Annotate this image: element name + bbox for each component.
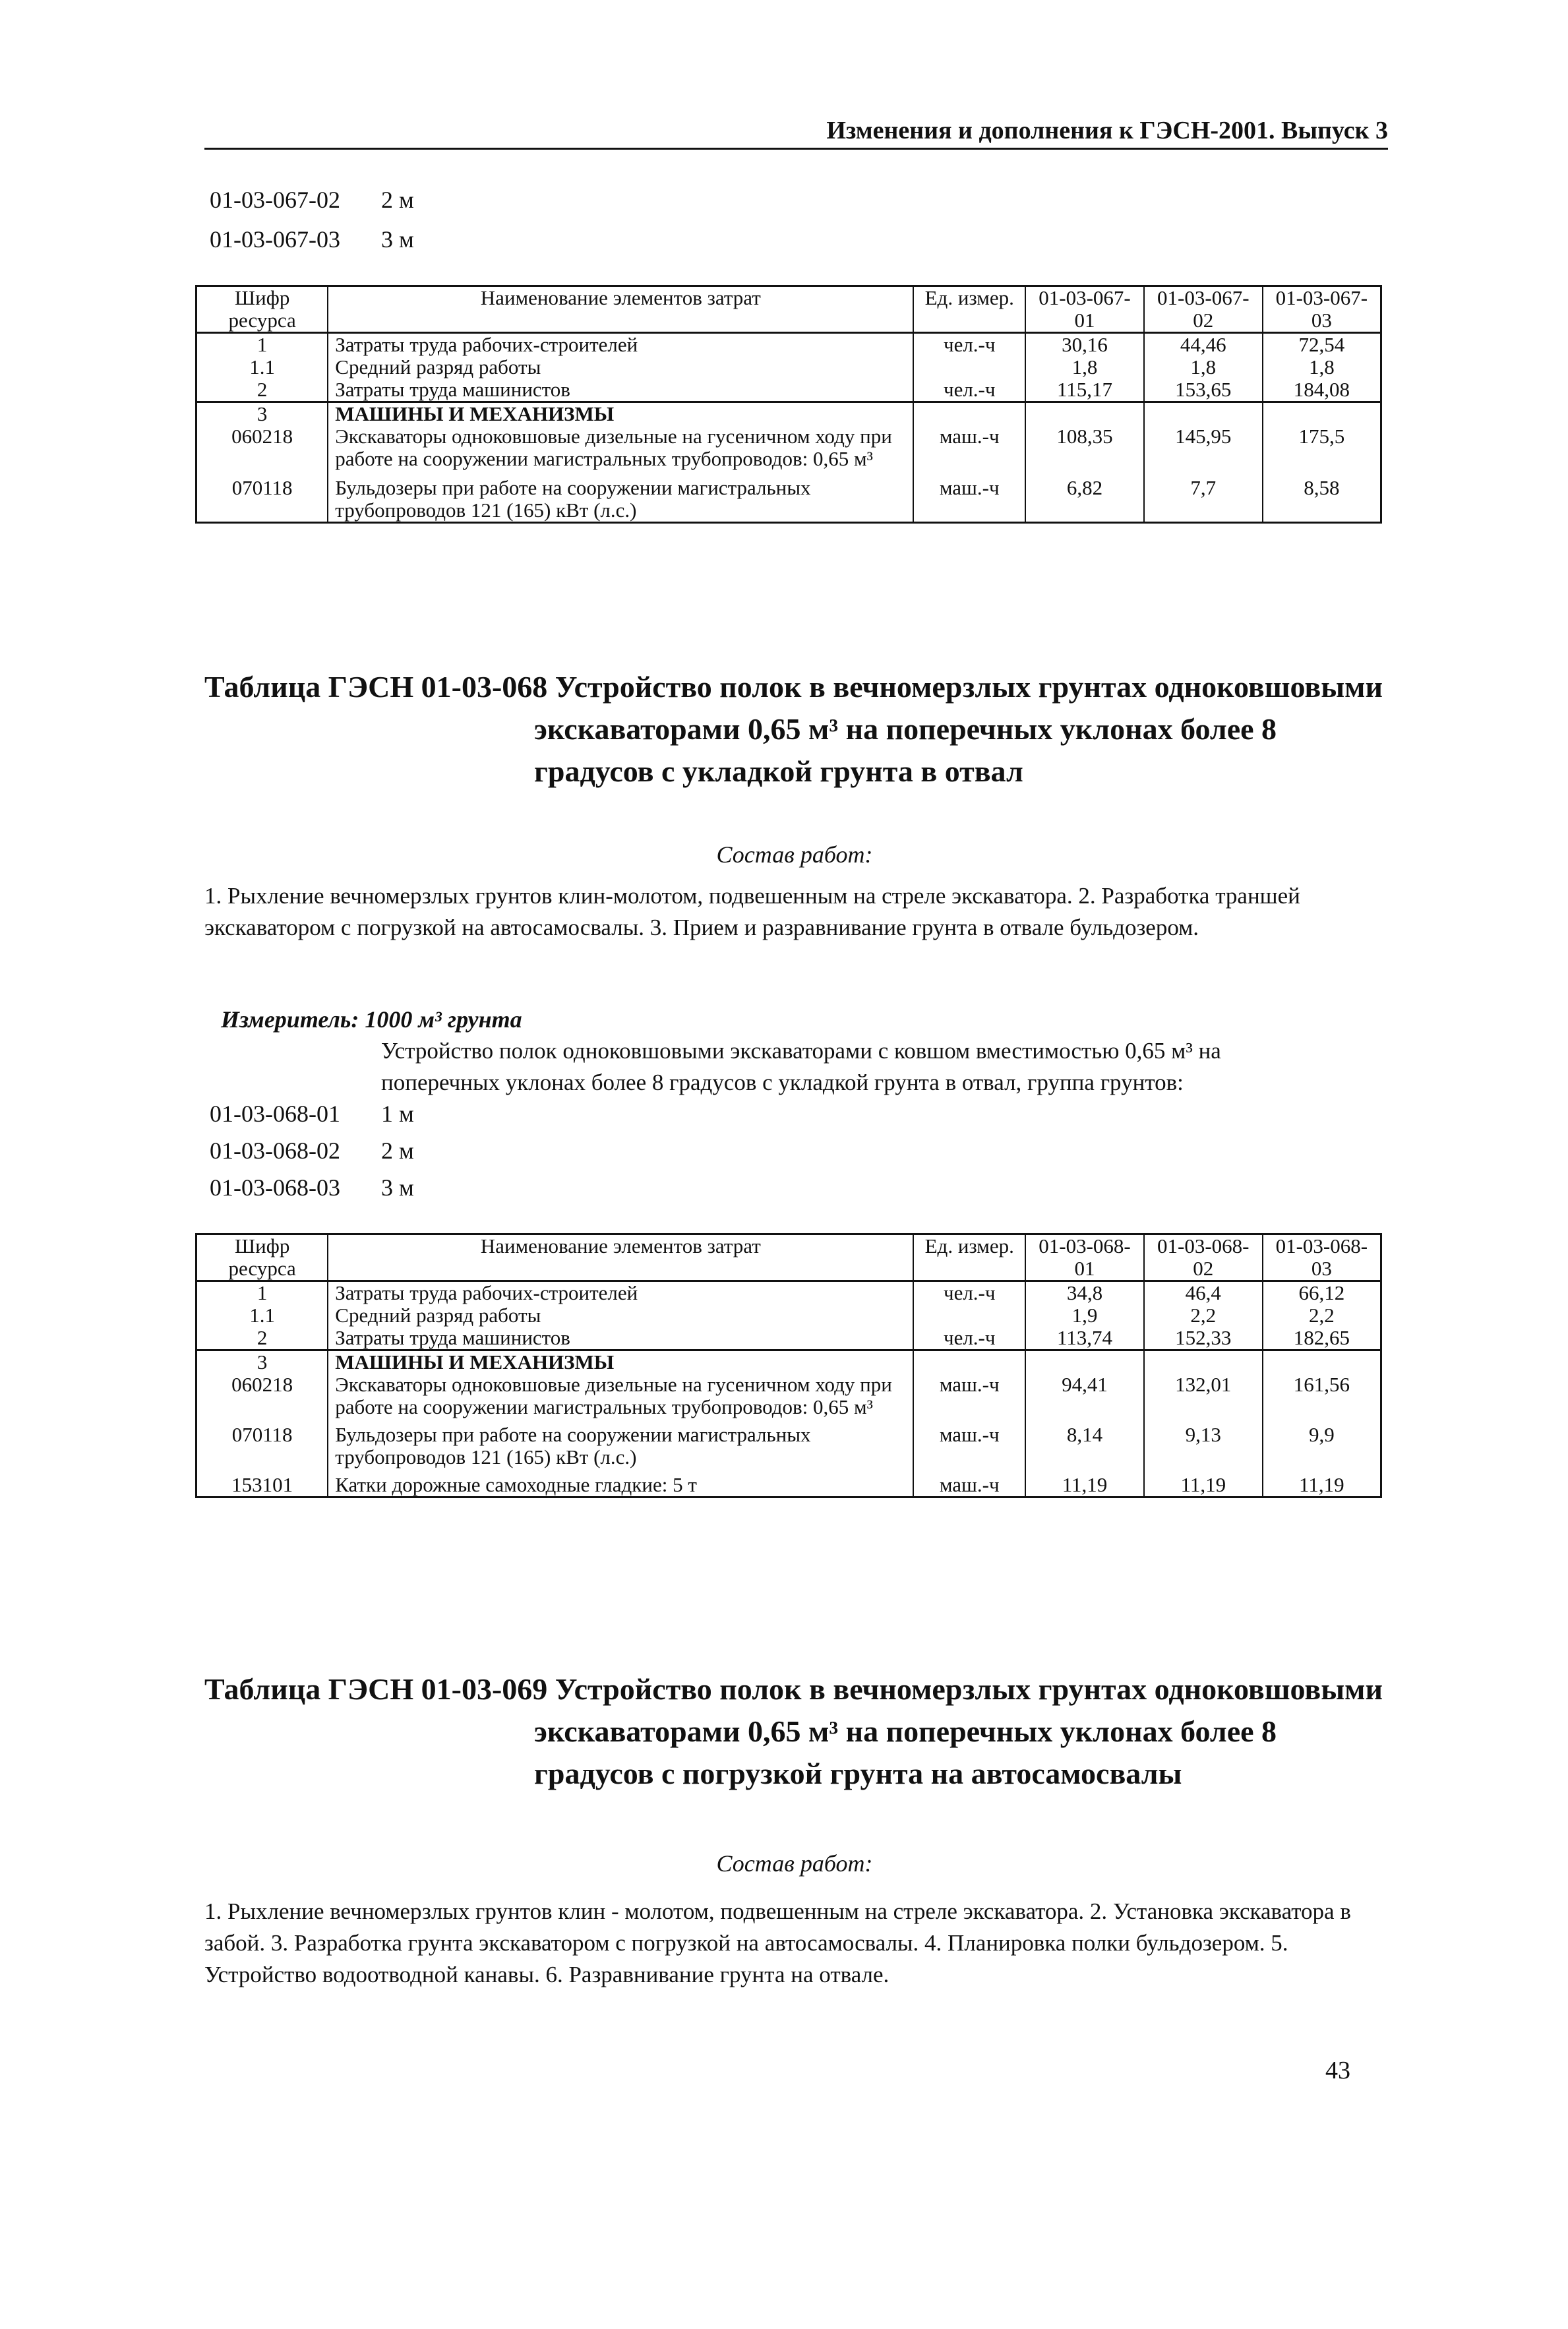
resource-code: 153101 (196, 1468, 328, 1497)
value-2 (1144, 1350, 1263, 1374)
col-header-v2: 01-03-067-02 (1144, 286, 1263, 333)
value-1: 11,19 (1025, 1468, 1144, 1497)
value-3: 182,65 (1263, 1327, 1381, 1350)
variant-row (210, 1100, 414, 1128)
value-3: 184,08 (1263, 378, 1381, 402)
table-row (196, 333, 1381, 357)
col-header-name: Наименование элементов затрат (328, 1234, 913, 1281)
value-1: 34,8 (1025, 1281, 1144, 1305)
value-2: 11,19 (1144, 1468, 1263, 1497)
resource-unit (913, 1304, 1025, 1327)
table-header-row (196, 286, 1381, 333)
resource-unit: маш.-ч (913, 425, 1025, 470)
resource-table-067 (195, 285, 1382, 524)
resource-code: 2 (196, 1327, 328, 1350)
table-row (196, 470, 1381, 523)
value-1: 6,82 (1025, 470, 1144, 523)
variant-code: 01-03-068-03 (210, 1174, 340, 1201)
value-3: 8,58 (1263, 470, 1381, 523)
resource-code: 070118 (196, 470, 328, 523)
resource-name: Бульдозеры при работе на сооружении магистральных трубопроводов 121 (165) кВт (л.с.) (328, 470, 913, 523)
resource-name: Затраты труда рабочих-строителей (328, 1281, 913, 1305)
value-2 (1144, 402, 1263, 426)
col-header-code: Шифр ресурса (196, 286, 328, 333)
title-line: градусов с укладкой грунта в отвал (534, 754, 1023, 788)
title-line: экскаваторами 0,65 м³ на поперечных уклонах более 8 (534, 1714, 1277, 1748)
value-3: 72,54 (1263, 333, 1381, 357)
table-row (196, 1304, 1381, 1327)
value-3: 66,12 (1263, 1281, 1381, 1305)
measure-label: Измеритель: (221, 1006, 359, 1033)
col-header-code: Шифр ресурса (196, 1234, 328, 1281)
section-heading: МАШИНЫ И МЕХАНИЗМЫ (328, 402, 913, 426)
table-row (196, 1468, 1381, 1497)
variant-row (210, 186, 414, 214)
resource-unit (913, 356, 1025, 378)
variant-list-068 (210, 1100, 414, 1201)
value-2: 153,65 (1144, 378, 1263, 402)
title-line: градусов с погрузкой грунта на автосамосвалы (534, 1757, 1182, 1790)
value-1: 113,74 (1025, 1327, 1144, 1350)
variant-row (210, 226, 414, 253)
value-2: 9,13 (1144, 1418, 1263, 1468)
table-row (196, 378, 1381, 402)
resource-unit: чел.-ч (913, 1327, 1025, 1350)
resource-code: 1.1 (196, 356, 328, 378)
measure-line (221, 1006, 522, 1033)
value-2: 7,7 (1144, 470, 1263, 523)
group-description: Устройство полок одноковшовыми экскаваторами с ковшом вместимостью 0,65 м³ на поперечных уклонах более 8 градусов с укладкой грунта в отвал, группа грунтов: (381, 1038, 1221, 1095)
table-row (196, 1327, 1381, 1350)
value-3: 11,19 (1263, 1468, 1381, 1497)
value-1: 94,41 (1025, 1374, 1144, 1418)
table-069-title (204, 1668, 1385, 1795)
resource-code: 2 (196, 378, 328, 402)
value-1: 115,17 (1025, 378, 1144, 402)
resource-unit: чел.-ч (913, 1281, 1025, 1305)
works-description: 1. Рыхление вечномерзлых грунтов клин-молотом, подвешенным на стреле экскаватора. 2. Разработка траншей экскаватором с погрузкой на автосамосвалы. 3. Прием и разравнивание грунта в отвале бульдозером. (204, 883, 1300, 940)
resource-unit: маш.-ч (913, 470, 1025, 523)
resource-name: Затраты труда машинистов (328, 378, 913, 402)
resource-name: Бульдозеры при работе на сооружении магистральных трубопроводов 121 (165) кВт (л.с.) (328, 1418, 913, 1468)
variant-code: 01-03-068-01 (210, 1101, 340, 1127)
resource-code: 060218 (196, 1374, 328, 1418)
resource-code: 1 (196, 1281, 328, 1305)
table-row (196, 1281, 1381, 1305)
measure-value: 1000 м³ грунта (365, 1006, 522, 1033)
table-row (196, 1350, 1381, 1374)
col-header-name: Наименование элементов затрат (328, 286, 913, 333)
resource-unit (913, 402, 1025, 426)
resource-table-068 (195, 1233, 1382, 1498)
table-header-row (196, 1234, 1381, 1281)
value-2: 44,46 (1144, 333, 1263, 357)
resource-code: 3 (196, 1350, 328, 1374)
value-1: 1,9 (1025, 1304, 1144, 1327)
works-description: 1. Рыхление вечномерзлых грунтов клин - молотом, подвешенным на стреле экскаватора. 2. Установка экскаватора в забой. 3. Разработка грунта экскаватором с погрузкой на автосамосвалы. 4. Планировка полки бульдозером. 5. Устройство водоотводной канавы. 6. Разравнивание грунта на отвале. (204, 1898, 1351, 1987)
resource-unit: чел.-ч (913, 333, 1025, 357)
value-3: 1,8 (1263, 356, 1381, 378)
resource-code: 1.1 (196, 1304, 328, 1327)
resource-code: 070118 (196, 1418, 328, 1468)
variant-label: 3 м (381, 1174, 414, 1201)
value-1: 1,8 (1025, 356, 1144, 378)
section-heading: МАШИНЫ И МЕХАНИЗМЫ (328, 1350, 913, 1374)
table-row (196, 425, 1381, 470)
value-3: 161,56 (1263, 1374, 1381, 1418)
col-header-unit: Ед. измер. (913, 1234, 1025, 1281)
col-header-v3: 01-03-068-03 (1263, 1234, 1381, 1281)
value-2: 132,01 (1144, 1374, 1263, 1418)
table-row (196, 356, 1381, 378)
variant-code: 01-03-068-02 (210, 1137, 340, 1164)
variant-row (210, 1174, 414, 1201)
value-1 (1025, 1350, 1144, 1374)
col-header-v1: 01-03-067-01 (1025, 286, 1144, 333)
table-row (196, 1418, 1381, 1468)
resource-unit: маш.-ч (913, 1468, 1025, 1497)
value-3: 9,9 (1263, 1418, 1381, 1468)
value-1: 30,16 (1025, 333, 1144, 357)
top-variant-list (210, 186, 414, 253)
table-row (196, 1374, 1381, 1418)
works-heading: Состав работ: (716, 1850, 873, 1877)
title-line: Таблица ГЭСН 01-03-069 Устройство полок в вечномерзлых грунтах одноковшовыми (204, 1672, 1383, 1706)
variant-label: 2 м (381, 187, 414, 213)
works-heading: Состав работ: (716, 841, 873, 868)
value-3 (1263, 1350, 1381, 1374)
resource-code: 3 (196, 402, 328, 426)
resource-code: 060218 (196, 425, 328, 470)
variant-label: 2 м (381, 1137, 414, 1164)
value-2: 1,8 (1144, 356, 1263, 378)
value-1 (1025, 402, 1144, 426)
resource-name: Затраты труда рабочих-строителей (328, 333, 913, 357)
col-header-v1: 01-03-068-01 (1025, 1234, 1144, 1281)
resource-name: Экскаваторы одноковшовые дизельные на гусеничном ходу при работе на сооружении магистральных трубопроводов: 0,65 м³ (328, 425, 913, 470)
value-3: 2,2 (1263, 1304, 1381, 1327)
title-line: экскаваторами 0,65 м³ на поперечных уклонах более 8 (534, 712, 1277, 746)
resource-name: Средний разряд работы (328, 1304, 913, 1327)
running-header: Изменения и дополнения к ГЭСН-2001. Выпуск 3 (204, 116, 1388, 150)
value-2: 46,4 (1144, 1281, 1263, 1305)
table-row (196, 402, 1381, 426)
variant-code: 01-03-067-02 (210, 187, 340, 213)
value-3: 175,5 (1263, 425, 1381, 470)
col-header-unit: Ед. измер. (913, 286, 1025, 333)
variant-code: 01-03-067-03 (210, 226, 340, 253)
resource-name: Затраты труда машинистов (328, 1327, 913, 1350)
resource-name: Экскаваторы одноковшовые дизельные на гусеничном ходу при работе на сооружении магистральных трубопроводов: 0,65 м³ (328, 1374, 913, 1418)
variant-row (210, 1137, 414, 1164)
value-2: 2,2 (1144, 1304, 1263, 1327)
title-line: Таблица ГЭСН 01-03-068 Устройство полок в вечномерзлых грунтах одноковшовыми (204, 670, 1383, 704)
resource-unit: маш.-ч (913, 1374, 1025, 1418)
value-2: 145,95 (1144, 425, 1263, 470)
value-3 (1263, 402, 1381, 426)
col-header-v2: 01-03-068-02 (1144, 1234, 1263, 1281)
value-1: 108,35 (1025, 425, 1144, 470)
variant-label: 3 м (381, 226, 414, 253)
resource-name: Катки дорожные самоходные гладкие: 5 т (328, 1468, 913, 1497)
value-1: 8,14 (1025, 1418, 1144, 1468)
value-2: 152,33 (1144, 1327, 1263, 1350)
page-number: 43 (1325, 2057, 1350, 2084)
variant-label: 1 м (381, 1101, 414, 1127)
resource-unit: маш.-ч (913, 1418, 1025, 1468)
resource-code: 1 (196, 333, 328, 357)
resource-unit: чел.-ч (913, 378, 1025, 402)
col-header-v3: 01-03-067-03 (1263, 286, 1381, 333)
resource-unit (913, 1350, 1025, 1374)
resource-name: Средний разряд работы (328, 356, 913, 378)
table-068-title (204, 666, 1385, 793)
